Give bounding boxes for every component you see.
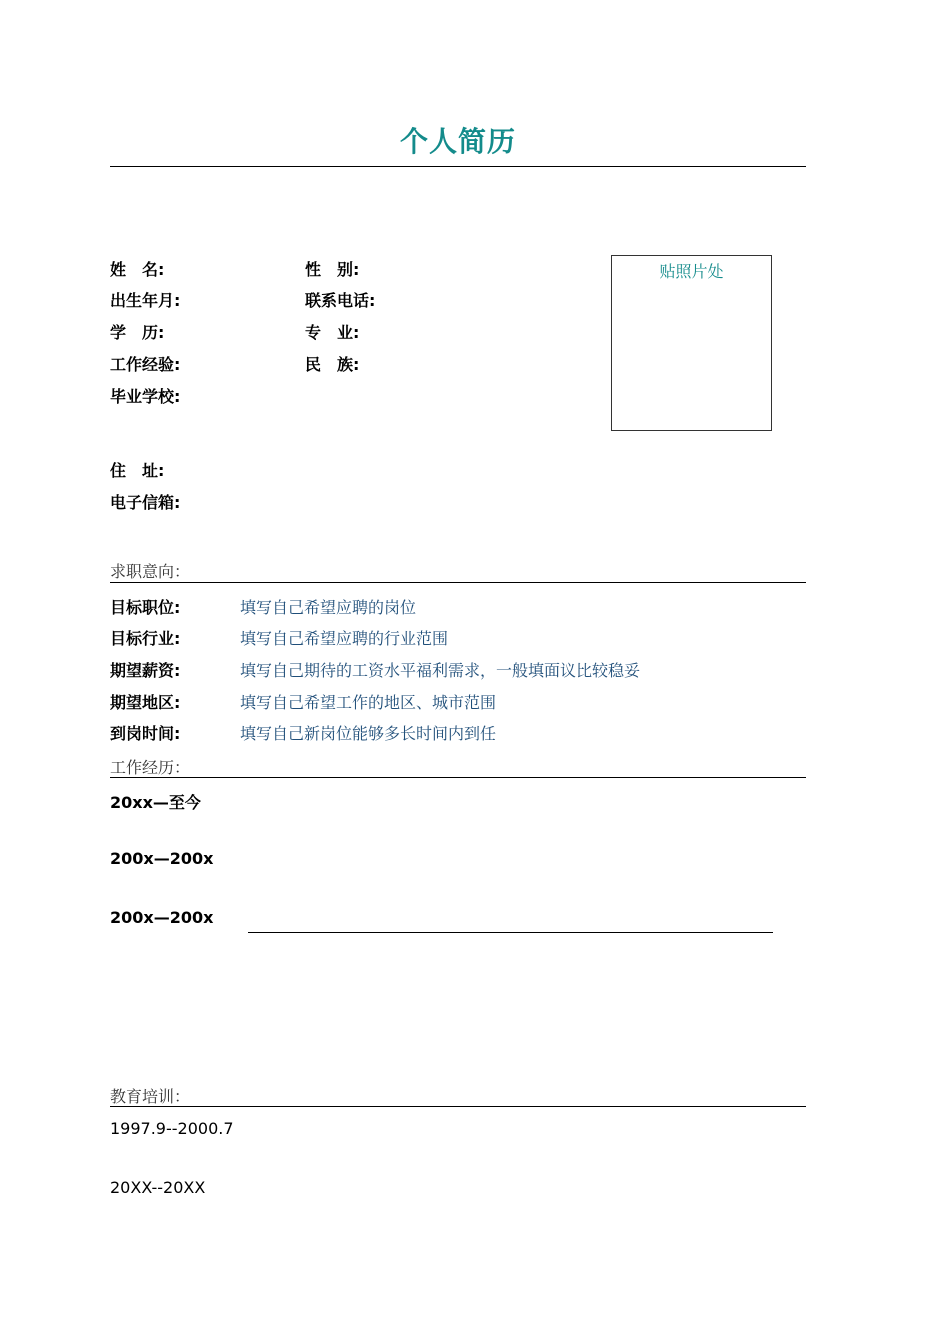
start-time-value: 填写自己新岗位能够多长时间内到任	[240, 724, 497, 743]
birth-date-label: 出生年月:	[110, 291, 181, 310]
name-label: 姓 名:	[110, 260, 165, 279]
work-experience-heading: 工作经历：	[110, 758, 191, 777]
education-training-divider	[110, 1106, 806, 1107]
job-intention-heading: 求职意向：	[110, 562, 191, 581]
start-time-label: 到岗时间:	[110, 724, 181, 743]
work-experience-label: 工作经验:	[110, 355, 181, 374]
target-position-label: 目标职位:	[110, 598, 181, 617]
email-label: 电子信箱:	[110, 493, 181, 512]
work-period-1: 20xx—至今	[110, 793, 201, 812]
title-divider	[110, 166, 806, 167]
photo-placeholder-text: 贴照片处	[659, 262, 724, 281]
education-label: 学 历:	[110, 323, 165, 342]
expected-region-label: 期望地区:	[110, 693, 181, 712]
job-intention-divider	[110, 582, 806, 583]
page-title: 个人简历	[399, 125, 516, 158]
education-period-2: 20XX--20XX	[110, 1178, 206, 1197]
address-label: 住 址:	[110, 461, 165, 480]
target-industry-label: 目标行业:	[110, 629, 181, 648]
photo-placeholder-box	[611, 255, 772, 431]
education-training-heading: 教育培训：	[110, 1087, 191, 1106]
work-experience-divider	[110, 777, 806, 778]
major-label: 专 业:	[305, 323, 360, 342]
expected-salary-label: 期望薪资:	[110, 661, 181, 680]
expected-salary-value: 填写自己期待的工资水平福利需求，一般填面议比较稳妥	[240, 661, 641, 680]
work-entry-blank-line	[248, 932, 773, 933]
school-label: 毕业学校:	[110, 387, 181, 406]
education-period-1: 1997.9--2000.7	[110, 1119, 234, 1138]
gender-label: 性 别:	[305, 260, 360, 279]
work-period-2: 200x—200x	[110, 849, 214, 868]
phone-label: 联系电话:	[305, 291, 376, 310]
target-position-value: 填写自己希望应聘的岗位	[240, 598, 417, 617]
work-period-3: 200x—200x	[110, 908, 214, 927]
target-industry-value: 填写自己希望应聘的行业范围	[240, 629, 449, 648]
ethnicity-label: 民 族:	[305, 355, 360, 374]
expected-region-value: 填写自己希望工作的地区、城市范围	[240, 693, 497, 712]
